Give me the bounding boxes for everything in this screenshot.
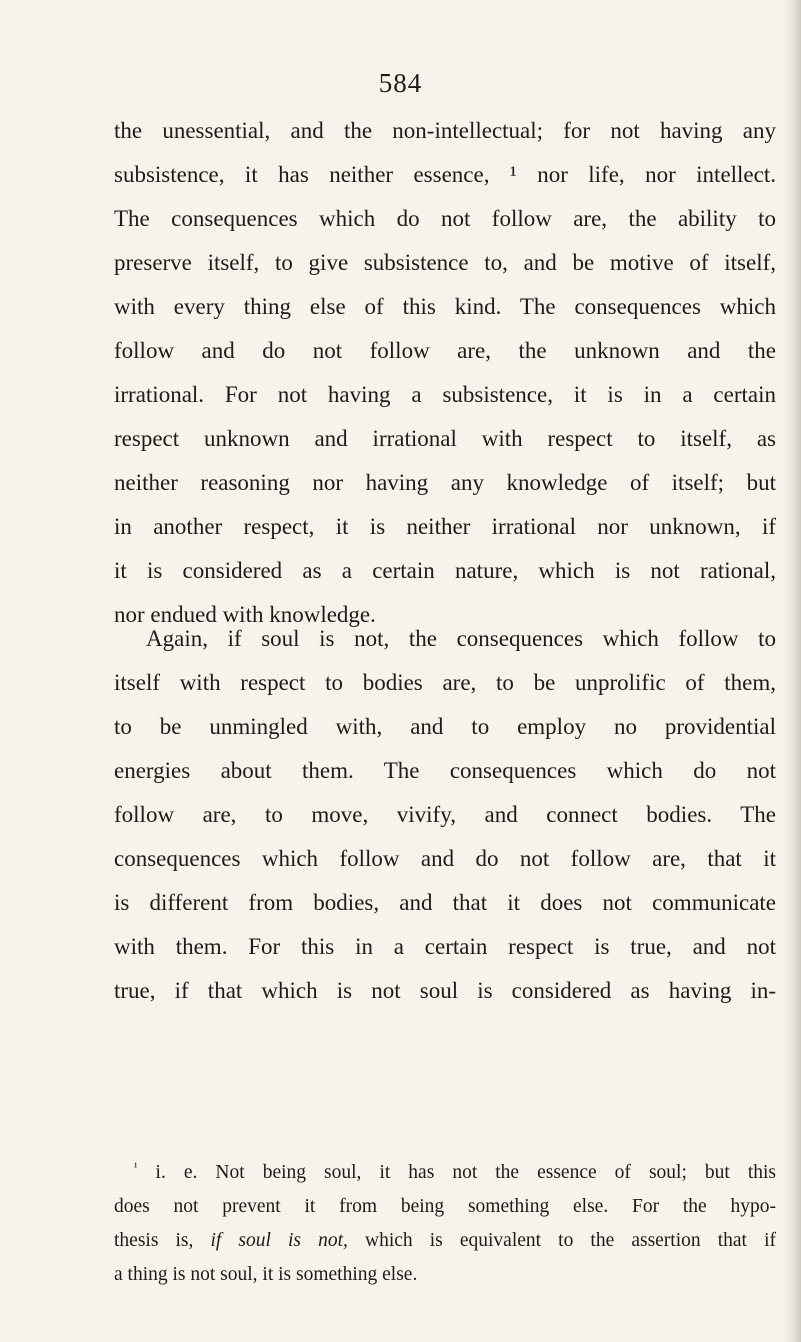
footnote-italic-text: if soul is not,: [210, 1230, 348, 1251]
text-line: subsistence, it has neither essence, ¹ nor life, nor intellect.: [114, 162, 776, 187]
footnote-text: i. e. Not being soul, it has not the essence of soul; but this: [155, 1162, 777, 1183]
text-line: itself with respect to bodies are, to be unprolific of them,: [114, 670, 776, 695]
text-line: preserve itself, to give subsistence to, and be motive of itself,: [114, 250, 776, 275]
footnote-line: [114, 1224, 776, 1258]
text-line: follow and do not follow are, the unknown and the: [114, 338, 776, 363]
text-line: The consequences which do not follow are, the ability to: [114, 206, 776, 231]
text-line: to be unmingled with, and to employ no providential: [114, 714, 776, 739]
text-line: the unessential, and the non-intellectual; for not having any: [114, 118, 776, 143]
text-line: true, if that which is not soul is considered as having in-: [114, 978, 776, 1003]
text-line: neither reasoning nor having any knowledge of itself; but: [114, 470, 776, 495]
text-line: energies about them. The consequences which do not: [114, 758, 776, 783]
footnote-line: [114, 1156, 776, 1190]
text-line: it is considered as a certain nature, which is not rational,: [114, 558, 776, 583]
footnote-text: which is equivalent to the assertion that if: [347, 1230, 776, 1251]
text-line: with every thing else of this kind. The consequences which: [114, 294, 776, 319]
text-line: respect unknown and irrational with respect to itself, as: [114, 426, 776, 451]
text-line: Again, if soul is not, the consequences which follow to: [146, 626, 776, 651]
page-edge-shadow: [783, 0, 801, 1342]
text-line: in another respect, it is neither irrational nor unknown, if: [114, 514, 776, 539]
footnote-marker: ¹: [134, 1160, 138, 1174]
footnote-line: a thing is not soul, it is something else.: [114, 1264, 418, 1285]
text-line: irrational. For not having a subsistence, it is in a certain: [114, 382, 776, 407]
text-line: is different from bodies, and that it does not communicate: [114, 890, 776, 915]
text-line: with them. For this in a certain respect is true, and not: [114, 934, 776, 959]
page-number: 584: [378, 68, 423, 98]
text-line: consequences which follow and do not follow are, that it: [114, 846, 776, 871]
footnote-text: thesis is,: [114, 1230, 211, 1251]
text-line: nor endued with knowledge.: [114, 602, 376, 627]
text-line: follow are, to move, vivify, and connect bodies. The: [114, 802, 776, 827]
footnote-line: does not prevent it from being something else. For the hypo-: [114, 1196, 776, 1217]
